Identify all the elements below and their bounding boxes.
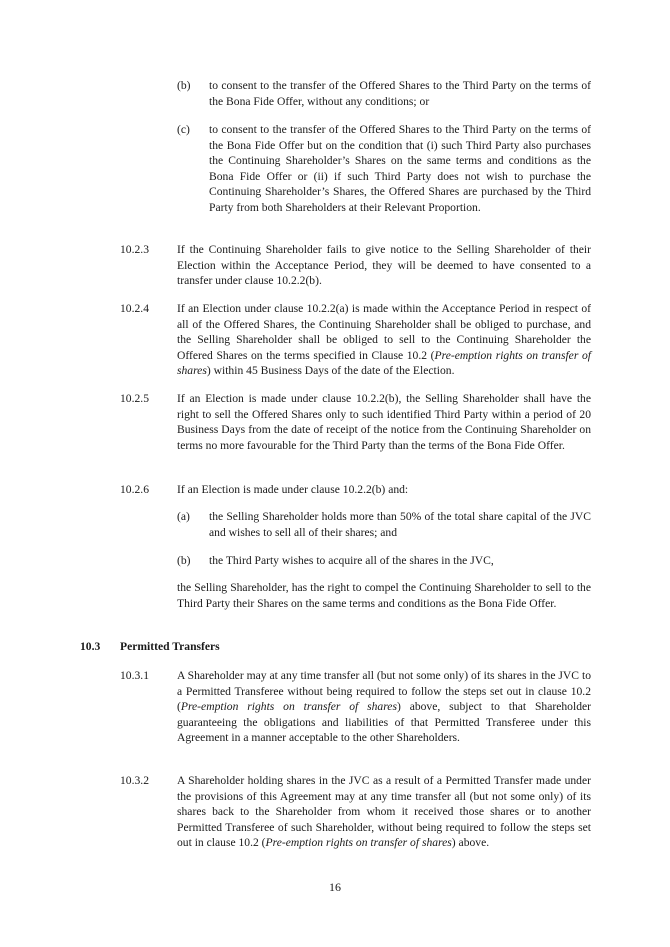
clause-10-2-3-text: If the Continuing Shareholder fails to give notice to the Selling Shareholder of their Election within the Acceptance Period, they will be deemed to have consented to a transfer under clause 10.2.2(b).	[177, 243, 591, 288]
page-number: 16	[329, 880, 341, 894]
item-b-label: (b)	[177, 79, 191, 92]
clause-10-3-2-text: A Shareholder holding shares in the JVC as a result of a Permitted Transfer made under the provisions of this Agreement may at any time transfer all (but not some only) of its shares back to the Shareholder from whom it received those shares or to another Permitted Transferee of such Shareholder, without being required to follow the steps set out in clause 10.2 (Pre-emption rights on transfer of shares) above.	[177, 774, 591, 850]
item-b-text: to consent to the transfer of the Offered Shares to the Third Party on the terms of the Bona Fide Offer, without any conditions; or	[209, 79, 591, 108]
clause-10-3-1-label: 10.3.1	[120, 669, 149, 682]
clause-10-2-6-b-label: (b)	[177, 554, 191, 567]
section-10-3-label: 10.3	[80, 640, 101, 653]
section-10-3-title: Permitted Transfers	[120, 640, 220, 653]
clause-10-2-6-b-text: the Third Party wishes to acquire all of the shares in the JVC,	[209, 554, 494, 567]
clause-10-3-1-text: A Shareholder may at any time transfer all (but not some only) of its shares in the JVC to a Permitted Transferee without being required to follow the steps set out in clause 10.2 (Pre-emption rights on transfer of shares) above, subject to that Shareholder guaranteeing the obligations and liabilities of that Permitted Transferee under this Agreement in a manner acceptable to the other Shareholders.	[177, 669, 591, 745]
clause-10-2-6-tail: the Selling Shareholder, has the right to compel the Continuing Shareholder to sell to the Third Party their Shares on the same terms and conditions as the Bona Fide Offer.	[177, 581, 591, 610]
clause-10-2-4-label: 10.2.4	[120, 302, 149, 315]
clause-10-2-3-label: 10.2.3	[120, 243, 149, 256]
clause-10-3-2-label: 10.3.2	[120, 774, 149, 787]
clause-10-2-6-a-text: the Selling Shareholder holds more than 50% of the total share capital of the JVC and wishes to sell all of their shares; and	[209, 510, 591, 539]
item-c-label: (c)	[177, 123, 190, 136]
clause-10-2-6-text: If an Election is made under clause 10.2.2(b) and:	[177, 483, 409, 496]
item-c-text: to consent to the transfer of the Offered Shares to the Third Party on the terms of the Bona Fide Offer but on the condition that (i) such Third Party also purchases the Continuing Shareholder’s Shares on the same terms and conditions as the Bona Fide Offer or (ii) if such Third Party does not wish to purchase the Continuing Shareholder’s Shares, the Offered Shares are purchased by the Third Party from both Shareholders at their Relevant Proportion.	[209, 123, 591, 214]
clause-10-2-6-label: 10.2.6	[120, 483, 149, 496]
clause-10-2-4-italic: Pre-emption rights on transfer of shares	[177, 348, 591, 378]
clause-10-2-5-label: 10.2.5	[120, 392, 149, 405]
clause-10-3-1-italic: Pre-emption rights on transfer of shares	[180, 700, 397, 714]
clause-10-2-6-a-label: (a)	[177, 510, 190, 523]
clause-10-3-2-italic: Pre-emption rights on transfer of shares	[265, 836, 452, 850]
clause-10-2-5-text: If an Election is made under clause 10.2.2(b), the Selling Shareholder shall have the right to sell the Offered Shares only to such identified Third Party within a period of 20 Business Days from the date of receipt of the notice from the Continuing Shareholder on terms no more favourable for the Third Party than the terms of the Bona Fide Offer.	[177, 392, 591, 452]
clause-10-2-4-text: If an Election under clause 10.2.2(a) is made within the Acceptance Period in respect of all of the Offered Shares, the Continuing Shareholder shall be obliged to purchase, and the Selling Shareholder shall be obliged to sell to the Continuing Shareholder the Offered Shares on the terms specified in Clause 10.2 (Pre-emption rights on transfer of shares) within 45 Business Days of the date of the Election.	[177, 302, 591, 378]
